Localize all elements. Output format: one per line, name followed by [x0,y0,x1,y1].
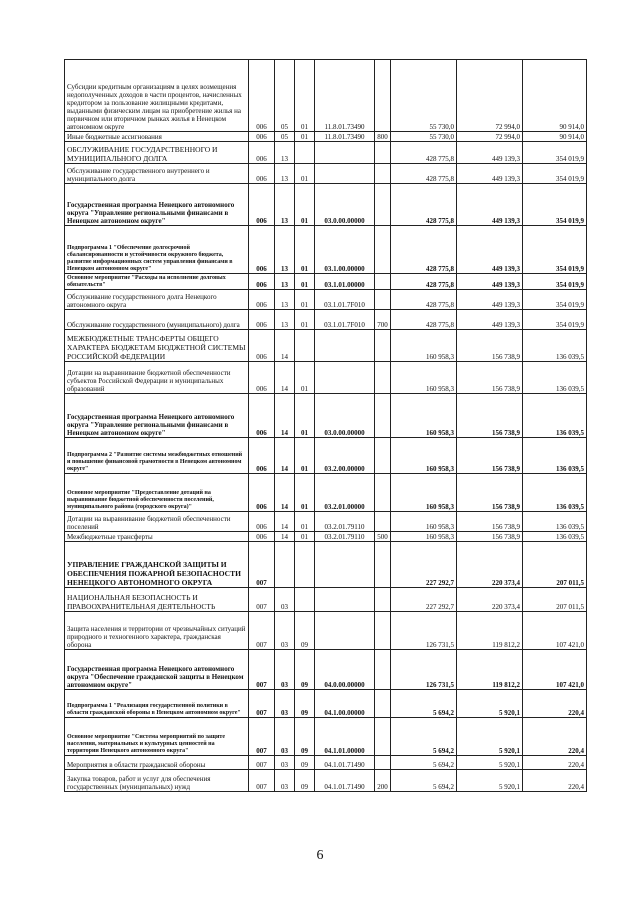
amount-year-2: 220 373,4 [457,542,523,588]
admin-code: 006 [249,290,275,310]
section-code: 14 [275,532,295,542]
admin-code: 007 [249,756,275,770]
amount-year-2: 72 994,0 [457,132,523,142]
section-code: 14 [275,474,295,512]
table-row [65,438,587,474]
row-name: Субсидии кредитным организациям в целях возмещения недополученных доходов в части процентов, начисленных кредитором за пользование жилищными кредитами, выданными физическим лицам на приобретение жилья на первичном или вторичном рынках жилья в Ненецком автономном округе [65,60,249,132]
row-name: Обслуживание государственного (муниципального) долга [65,310,249,330]
amount-year-1: 428 775,8 [391,142,457,164]
amount-year-2: 5 920,1 [457,690,523,718]
amount-year-2: 5 920,1 [457,770,523,792]
amount-year-2: 449 139,3 [457,226,523,274]
amount-year-3: 136 039,5 [523,330,587,362]
admin-code: 007 [249,588,275,612]
amount-year-2: 449 139,3 [457,164,523,184]
admin-code: 006 [249,362,275,394]
expense-type-code [375,274,391,290]
amount-year-2: 449 139,3 [457,274,523,290]
target-article-code [315,588,375,612]
amount-year-1: 55 730,0 [391,60,457,132]
expense-type-code [375,474,391,512]
row-name: Обслуживание государственного внутреннего и муниципального долга [65,164,249,184]
expense-type-code [375,184,391,226]
expense-type-code [375,362,391,394]
row-name: Подпрограмма 1 "Реализация государственной политики в области гражданской обороны в Ненецком автономном округе" [65,690,249,718]
amount-year-2: 5 920,1 [457,718,523,756]
target-article-code: 03.1.01.7F010 [315,290,375,310]
table-row [65,394,587,438]
amount-year-1: 5 694,2 [391,770,457,792]
section-code: 13 [275,274,295,290]
admin-code: 006 [249,330,275,362]
subsection-code: 01 [295,226,315,274]
admin-code: 006 [249,226,275,274]
table-row [65,532,587,542]
target-article-code [315,330,375,362]
amount-year-1: 160 958,3 [391,532,457,542]
admin-code: 007 [249,690,275,718]
row-name: Защита населения и территории от чрезвычайных ситуаций природного и техногенного характера, гражданская оборона [65,612,249,650]
amount-year-1: 5 694,2 [391,718,457,756]
amount-year-2: 156 738,9 [457,394,523,438]
table-row [65,718,587,756]
admin-code: 007 [249,542,275,588]
row-name: МЕЖБЮДЖЕТНЫЕ ТРАНСФЕРТЫ ОБЩЕГО ХАРАКТЕРА БЮДЖЕТАМ БЮДЖЕТНОЙ СИСТЕМЫ РОССИЙСКОЙ ФЕДЕРАЦИИ [65,330,249,362]
amount-year-1: 227 292,7 [391,542,457,588]
amount-year-1: 126 731,5 [391,612,457,650]
target-article-code: 03.2.00.00000 [315,438,375,474]
amount-year-2: 220 373,4 [457,588,523,612]
subsection-code: 01 [295,474,315,512]
section-code: 03 [275,718,295,756]
amount-year-2: 156 738,9 [457,362,523,394]
section-code: 03 [275,690,295,718]
row-name: Дотации на выравнивание бюджетной обеспеченности субъектов Российской Федерации и муниципальных образований [65,362,249,394]
row-name: УПРАВЛЕНИЕ ГРАЖДАНСКОЙ ЗАЩИТЫ И ОБЕСПЕЧЕНИЯ ПОЖАРНОЙ БЕЗОПАСНОСТИ НЕНЕЦКОГО АВТОНОМНОГО ОКРУГА [65,542,249,588]
page-number: 6 [316,848,324,863]
amount-year-3: 136 039,5 [523,512,587,532]
table-row [65,588,587,612]
expense-type-code [375,612,391,650]
expense-type-code [375,330,391,362]
subsection-code: 09 [295,756,315,770]
subsection-code [295,588,315,612]
target-article-code: 11.8.01.73490 [315,132,375,142]
section-code: 14 [275,438,295,474]
table-row [65,650,587,690]
section-code: 03 [275,612,295,650]
row-name: Межбюджетные трансферты [65,532,249,542]
amount-year-1: 428 775,8 [391,164,457,184]
section-code [275,542,295,588]
table-row [65,290,587,310]
expense-type-code: 700 [375,310,391,330]
section-code: 03 [275,756,295,770]
amount-year-3: 220,4 [523,756,587,770]
amount-year-2: 156 738,9 [457,532,523,542]
table-row [65,512,587,532]
admin-code: 006 [249,60,275,132]
subsection-code: 01 [295,132,315,142]
target-article-code: 04.1.01.71490 [315,770,375,792]
amount-year-3: 136 039,5 [523,532,587,542]
expense-type-code [375,142,391,164]
subsection-code [295,330,315,362]
admin-code: 006 [249,512,275,532]
amount-year-1: 227 292,7 [391,588,457,612]
target-article-code: 04.1.01.71490 [315,756,375,770]
budget-table [64,59,587,792]
subsection-code: 09 [295,650,315,690]
row-name: Мероприятия в области гражданской обороны [65,756,249,770]
table-row [65,310,587,330]
target-article-code [315,362,375,394]
section-code: 14 [275,362,295,394]
amount-year-2: 156 738,9 [457,512,523,532]
amount-year-3: 107 421,0 [523,612,587,650]
amount-year-1: 160 958,3 [391,394,457,438]
row-name: Государственная программа Ненецкого автономного округа "Управление региональными финансами в Ненецком автономном округе" [65,184,249,226]
amount-year-2: 156 738,9 [457,438,523,474]
admin-code: 006 [249,142,275,164]
expense-type-code [375,438,391,474]
section-code: 03 [275,588,295,612]
admin-code: 007 [249,718,275,756]
target-article-code [315,542,375,588]
expense-type-code [375,690,391,718]
row-name: Государственная программа Ненецкого автономного округа "Обеспечение гражданской защиты в Ненецком автономном округе" [65,650,249,690]
admin-code: 006 [249,474,275,512]
amount-year-3: 136 039,5 [523,394,587,438]
amount-year-1: 160 958,3 [391,330,457,362]
target-article-code: 03.0.00.00000 [315,184,375,226]
subsection-code: 01 [295,310,315,330]
amount-year-1: 160 958,3 [391,512,457,532]
amount-year-2: 156 738,9 [457,474,523,512]
amount-year-1: 55 730,0 [391,132,457,142]
row-name: ОБСЛУЖИВАНИЕ ГОСУДАРСТВЕННОГО И МУНИЦИПАЛЬНОГО ДОЛГА [65,142,249,164]
expense-type-code [375,650,391,690]
subsection-code: 01 [295,184,315,226]
expense-type-code [375,60,391,132]
row-name: Иные бюджетные ассигнования [65,132,249,142]
admin-code: 006 [249,184,275,226]
table-row [65,142,587,164]
section-code: 13 [275,184,295,226]
table-row [65,330,587,362]
expense-type-code [375,226,391,274]
target-article-code [315,612,375,650]
amount-year-1: 5 694,2 [391,756,457,770]
section-code: 13 [275,164,295,184]
target-article-code [315,164,375,184]
subsection-code: 09 [295,612,315,650]
row-name: Подпрограмма 1 "Обеспечение долгосрочной сбалансированности и устойчивости окружного бюджета, развитие информационных систем управления финансами в Ненецком автономном округе" [65,226,249,274]
row-name: НАЦИОНАЛЬНАЯ БЕЗОПАСНОСТЬ И ПРАВООХРАНИТЕЛЬНАЯ ДЕЯТЕЛЬНОСТЬ [65,588,249,612]
amount-year-3: 90 914,0 [523,132,587,142]
section-code: 13 [275,142,295,164]
target-article-code: 03.1.01.00000 [315,274,375,290]
target-article-code: 03.1.00.00000 [315,226,375,274]
amount-year-3: 136 039,5 [523,474,587,512]
amount-year-2: 449 139,3 [457,310,523,330]
table-row [65,756,587,770]
amount-year-1: 428 775,8 [391,274,457,290]
subsection-code [295,142,315,164]
amount-year-3: 136 039,5 [523,362,587,394]
section-code: 14 [275,394,295,438]
admin-code: 006 [249,164,275,184]
amount-year-3: 207 011,5 [523,588,587,612]
subsection-code: 01 [295,164,315,184]
target-article-code: 03.2.01.79110 [315,512,375,532]
admin-code: 007 [249,612,275,650]
expense-type-code [375,588,391,612]
expense-type-code: 800 [375,132,391,142]
amount-year-2: 449 139,3 [457,290,523,310]
expense-type-code [375,164,391,184]
amount-year-2: 449 139,3 [457,142,523,164]
target-article-code: 11.8.01.73490 [315,60,375,132]
amount-year-1: 428 775,8 [391,290,457,310]
admin-code: 007 [249,770,275,792]
expense-type-code [375,290,391,310]
row-name: Закупка товаров, работ и услуг для обеспечения государственных (муниципальных) нужд [65,770,249,792]
subsection-code: 01 [295,290,315,310]
subsection-code: 09 [295,718,315,756]
amount-year-2: 119 812,2 [457,650,523,690]
subsection-code: 01 [295,274,315,290]
subsection-code: 01 [295,512,315,532]
amount-year-3: 354 019,9 [523,310,587,330]
section-code: 13 [275,290,295,310]
section-code: 05 [275,60,295,132]
amount-year-3: 207 011,5 [523,542,587,588]
table-row [65,226,587,274]
admin-code: 006 [249,438,275,474]
subsection-code: 09 [295,690,315,718]
target-article-code: 03.0.00.00000 [315,394,375,438]
amount-year-3: 354 019,9 [523,290,587,310]
admin-code: 006 [249,310,275,330]
amount-year-1: 126 731,5 [391,650,457,690]
table-row [65,612,587,650]
subsection-code [295,542,315,588]
admin-code: 006 [249,132,275,142]
amount-year-3: 354 019,9 [523,184,587,226]
expense-type-code: 200 [375,770,391,792]
table-row [65,184,587,226]
amount-year-2: 119 812,2 [457,612,523,650]
subsection-code: 01 [295,60,315,132]
table-row [65,164,587,184]
amount-year-2: 449 139,3 [457,184,523,226]
amount-year-1: 160 958,3 [391,362,457,394]
admin-code: 006 [249,274,275,290]
amount-year-3: 136 039,5 [523,438,587,474]
amount-year-3: 220,4 [523,770,587,792]
section-code: 05 [275,132,295,142]
admin-code: 007 [249,650,275,690]
amount-year-1: 5 694,2 [391,690,457,718]
subsection-code: 01 [295,394,315,438]
target-article-code: 04.1.01.00000 [315,718,375,756]
amount-year-1: 428 775,8 [391,310,457,330]
amount-year-3: 354 019,9 [523,274,587,290]
row-name: Основное мероприятие "Система мероприятий по защите населения, материальных и культурных ценностей на территории Ненецкого автономного округа" [65,718,249,756]
table-row [65,362,587,394]
section-code: 13 [275,226,295,274]
amount-year-3: 354 019,9 [523,142,587,164]
amount-year-3: 220,4 [523,690,587,718]
row-name: Государственная программа Ненецкого автономного округа "Управление региональными финансами в Ненецком автономном округе" [65,394,249,438]
subsection-code: 01 [295,362,315,394]
amount-year-1: 160 958,3 [391,474,457,512]
table-row [65,274,587,290]
target-article-code: 04.1.00.00000 [315,690,375,718]
target-article-code [315,142,375,164]
admin-code: 006 [249,394,275,438]
expense-type-code [375,512,391,532]
section-code: 03 [275,650,295,690]
row-name: Дотации на выравнивание бюджетной обеспеченности поселений [65,512,249,532]
target-article-code: 03.1.01.7F010 [315,310,375,330]
amount-year-3: 90 914,0 [523,60,587,132]
table-row [65,690,587,718]
amount-year-2: 156 738,9 [457,330,523,362]
target-article-code: 03.2.01.00000 [315,474,375,512]
amount-year-1: 428 775,8 [391,184,457,226]
row-name: Основное мероприятие "Расходы на исполнение долговых обязательств" [65,274,249,290]
amount-year-3: 354 019,9 [523,164,587,184]
expense-type-code [375,542,391,588]
subsection-code: 09 [295,770,315,792]
amount-year-2: 5 920,1 [457,756,523,770]
section-code: 14 [275,512,295,532]
subsection-code: 01 [295,438,315,474]
section-code: 14 [275,330,295,362]
amount-year-3: 220,4 [523,718,587,756]
amount-year-2: 72 994,0 [457,60,523,132]
row-name: Основное мероприятие "Предоставление дотаций на выравнивание бюджетной обеспеченности поселений, муниципального района (городского округа)" [65,474,249,512]
amount-year-3: 354 019,9 [523,226,587,274]
target-article-code: 03.2.01.79110 [315,532,375,542]
table-row [65,132,587,142]
expense-type-code [375,756,391,770]
table-row [65,60,587,132]
expense-type-code [375,718,391,756]
amount-year-3: 107 421,0 [523,650,587,690]
amount-year-1: 160 958,3 [391,438,457,474]
table-row [65,474,587,512]
subsection-code: 01 [295,532,315,542]
row-name: Обслуживание государственного долга Ненецкого автономного округа [65,290,249,310]
target-article-code: 04.0.00.00000 [315,650,375,690]
row-name: Подпрограмма 2 "Развитие системы межбюджетных отношений и повышение финансовой грамотности в Ненецком автономном округе" [65,438,249,474]
section-code: 13 [275,310,295,330]
section-code: 03 [275,770,295,792]
table-row [65,542,587,588]
expense-type-code: 500 [375,532,391,542]
expense-type-code [375,394,391,438]
admin-code: 006 [249,532,275,542]
amount-year-1: 428 775,8 [391,226,457,274]
table-row [65,770,587,792]
